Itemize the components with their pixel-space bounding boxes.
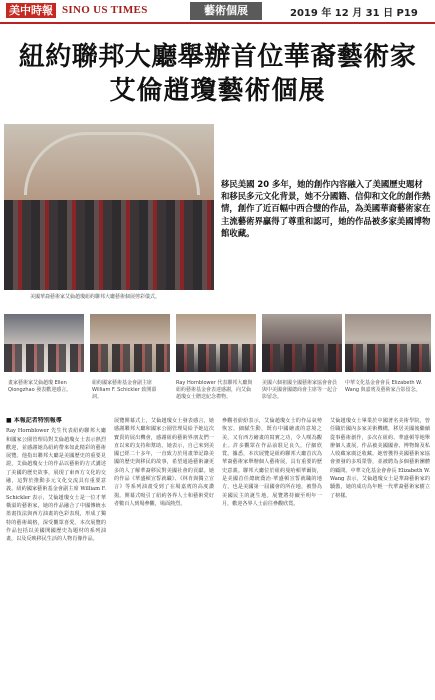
thumb-caption-2: 紐約國家藝術基金會副主席 William F. Schickler 致開幕詞。	[92, 380, 157, 400]
arch-shape	[24, 132, 200, 195]
thumb-photo-3	[176, 314, 256, 372]
main-photo-ribbon-cutting	[4, 124, 214, 290]
section-tab: 藝術個展	[190, 2, 262, 20]
article-column-2: 展覽開幕式上，艾倫趙瓊女士發表感言，她感謝聯邦大廳和國家公園管理局給予她這次寶貴的展出機會，感謝紐約藝術界朋友們一直以來的支持和幫助。她表示，自己來到美國已經二十多年，一直致力於用畫筆記錄美國的歷史與移民的故事，希望通過藝術讓更多的人了解華裔移民對美國社會的貢獻。她的作品《華盛頓宣誓就職》、《林肯與獨立宣言》等系列油畫受到了在場嘉賓的高度讚揚。開幕式吸引了紐約各界人士和藝術愛好者數百人到場參觀，場面熱烈。	[114, 418, 214, 507]
thumb-caption-4: 美國六個祖國全國藝術家協會會員與中美國會國總商會主席等一起合影留念。	[262, 380, 338, 400]
thumb-caption-1: 畫家藝術家艾倫趙瓊 Ellen Qiongzhao 發表歡迎感言。	[8, 380, 72, 393]
thumb-photo-1	[4, 314, 84, 372]
pull-quote	[221, 178, 431, 239]
article-column-4: 艾倫趙瓊女士畢業於中國著名美術學院，曾任職於國內多家美術機構，移居美國後繼續從事藝術創作，多次在紐約、華盛頓等地舉辦個人畫展，作品被美國國會、博物館及私人收藏家廣泛收藏。她曾獲得美國藝術家協會頒發的多項榮譽，並被聘為多個藝術團體的顧問。中華文化基金會會長 Elizabeth W. Wang 表示，艾倫趙瓊女士是華裔藝術家的驕傲，她的成功為年輕一代華裔藝術家樹立了榜樣。	[330, 418, 430, 499]
article-body	[6, 417, 431, 697]
newspaper-name-en: SINO US TIMES	[62, 4, 148, 16]
crowd-figures	[4, 200, 214, 290]
headline-line-1: 紐約聯邦大廳舉辦首位華裔藝術家	[18, 42, 417, 72]
thumb-caption-3: Ray Hornblower 代表聯邦大廳與紐約藝術基金會表達感謝，向艾倫趙瓊女士贈送紀念禮物。	[176, 380, 253, 400]
thumb-caption-5: 中華文化基金會會長 Elizabeth W. Wang 與嘉賓及藝術家合影留念。	[345, 380, 423, 393]
newspaper-logo: 美中時報	[6, 3, 56, 18]
thumb-photo-2	[90, 314, 170, 372]
masthead	[0, 0, 435, 24]
column-1-text: Ray Hornblower 先生代表紐約聯邦大廳和國家公園管理局對艾倫趙瓊女士表示熱烈歡迎，並感謝她為紐約帶來如此精彩的藝術展覽。他指出聯邦大廳是美國歷史的重要見證，艾倫趙瓊女士的作品以藝術的方式講述了美國的歷史故事，展現了東西方文化的交融，這對於推動多元文化交流具有重要意義。紐約國家藝術基金會副主席 William F. Schickler 表示，艾倫趙瓊女士是一位才華橫溢的藝術家，她的作品融合了中國傳統水墨畫技法與西方油畫的色彩表現，形成了獨特的藝術風格，深受觀眾喜愛。本次展覽的作品包括以美國開國歷史為題材的系列油畫，以及反映移民生活的人物肖像作品。	[6, 428, 106, 543]
headline-line-2: 艾倫趙瓊藝術個展	[109, 76, 326, 106]
article-column-1	[6, 417, 106, 697]
thumb-photo-4	[262, 314, 342, 372]
article-subhead: ■ 本報記者特別報導	[6, 417, 62, 424]
photo-strip	[4, 314, 431, 374]
date-page: 2019 年 12 月 31 日 P19	[290, 8, 418, 19]
main-photo-caption: 美國華裔藝術家艾倫趙瓊紐約聯邦大廳藝術個展剪彩儀式。	[30, 294, 161, 300]
article-column-3: 參觀者紛紛表示，艾倫趙瓊女士的作品氣勢恢宏、細膩生動，既有中國繪畫的意境之美，又有西方繪畫的寫實之功，令人嘆為觀止。許多觀眾在作品前駐足良久，仔細欣賞。據悉，本次展覽是紐約聯邦大廳首次為華裔藝術家舉辦個人藝術展，具有重要的歷史意義。聯邦大廳位於紐約曼哈頓華爾街，是美國首任總統喬治·華盛頓宣誓就職的地方，也是美國第一屆國會的所在地，被譽為美國民主的誕生地。展覽將持續至明年一月，歡迎各界人士前往參觀欣賞。	[222, 418, 322, 507]
pull-quote-text: 移民美國 20 多年，她的創作內容融入了美國歷史題材和移民多元文化背景，她不分國籍、信仰和文化的創作熱情，創作了近百幅中西合璧的作品，為美國華裔藝術家在主流藝術界贏得了尊重和認可，她的作品被多家美國博物館收藏。	[221, 179, 431, 238]
thumb-photo-5	[345, 314, 431, 372]
